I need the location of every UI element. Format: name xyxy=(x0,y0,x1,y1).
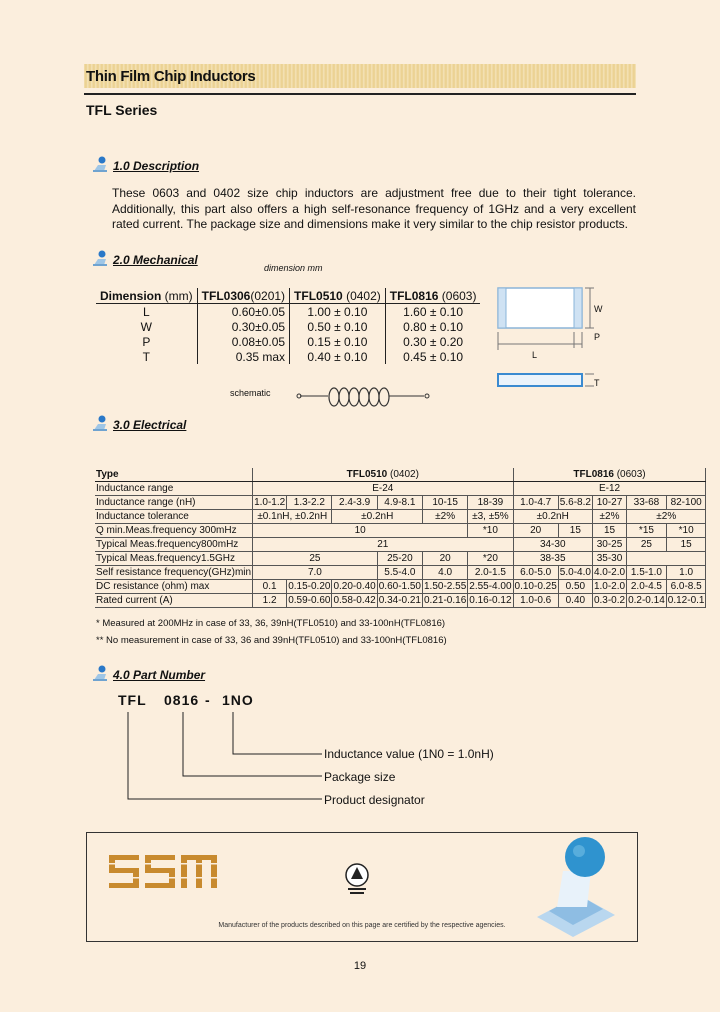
inductance-value-label: Inductance value (1N0 = 1.0nH) xyxy=(324,747,494,761)
chip-dimension-diagram xyxy=(490,282,610,394)
table-row: Typical Meas.frequency1.5GHz 25 25-20 20 *20 38-35 35-30 xyxy=(95,552,706,566)
part-number-leader-lines xyxy=(120,708,325,808)
table-row: DC resistance (ohm) max 0.1 0.15-0.20 0.20-0.40 0.60-1.50 1.50-2.55 2.55-4.00 0.10-0.25 0.50 1.0-2.0 2.0-4.5 6.0-8.5 xyxy=(95,580,706,594)
title-divider xyxy=(84,93,636,95)
table-row: Typical Meas.frequency800mHz 21 34-30 30-25 25 15 xyxy=(95,538,706,552)
part-number-heading: 4.0 Part Number xyxy=(113,668,206,682)
ssm-logo xyxy=(109,855,219,889)
description-text: These 0603 and 0402 size chip inductors are adjustment free due to their tight tolerance. Additionally, this part also offers a high self-resonance frequency of 1GHz and a very excellent rated current. The package size and dimensions make it very similar to the chip resistor products. xyxy=(112,186,636,231)
description-heading: 1.0 Description xyxy=(113,159,200,173)
table-row: Inductance range (nH) 1.0-1.2 1.3-2.2 2.4-3.9 4.9-8.1 10-15 18-39 1.0-4.7 5.6-8.2 10-27 33-68 82-100 xyxy=(95,496,706,510)
table-row: Self resistance frequency(GHz)min 7.0 5.5-4.0 4.0 2.0-1.5 6.0-5.0 5.0-4.0 4.0-2.0 1.5-1.0 1.0 xyxy=(95,566,706,580)
schematic-label: schematic xyxy=(230,388,271,398)
dimension-unit-note: dimension mm xyxy=(264,263,323,273)
certification-seal-icon xyxy=(345,861,369,895)
table-row: Inductance tolerance ±0.1nH, ±0.2nH ±0.2nH ±2% ±3, ±5% ±0.2nH ±2% ±2% xyxy=(95,510,706,524)
part-size: 0816 xyxy=(164,692,200,708)
package-size-label: Package size xyxy=(324,770,396,784)
dim-header-dimension: Dimension (mm) xyxy=(96,288,197,304)
section-bullet-icon xyxy=(92,156,108,172)
label-l: L xyxy=(532,350,538,360)
table-row: P 0.08±0.05 0.15 ± 0.10 0.30 ± 0.20 xyxy=(96,334,480,349)
series-title: TFL Series xyxy=(86,102,158,118)
footnote-2: ** No measurement in case of 33, 36 and 39nH(TFL0510) and 33-100nH(TFL0816) xyxy=(96,635,447,646)
table-row: Rated current (A) 1.2 0.59-0.60 0.58-0.42 0.34-0.21 0.21-0.16 0.16-0.12 1.0-0.6 0.40 0.3-0.2 0.2-0.14 0.12-0.1 xyxy=(96,595,705,606)
dimension-table: Dimension (mm) TFL0306(0201) TFL0510 (0402) TFL0816 (0603) L 0.60±0.05 1.00 ± 0.10 1.60 ± 0.10 W 0.30±0.05 0.50 ± 0.10 0.80 ± 0.10 P 0.08±0.05 0.15 ± 0.10 0.30 ± 0.20 T 0.35 max 0.40 ± 0.10 0.45 ± 0.10 xyxy=(96,288,480,364)
inductor-coil-icon xyxy=(296,384,432,410)
part-value: 1NO xyxy=(222,692,254,708)
manufacturer-note: Manufacturer of the products described on this page are certified by the respective agencies. xyxy=(218,922,506,929)
label-t: T xyxy=(594,378,600,388)
label-w: W xyxy=(594,304,603,314)
electrical-heading: 3.0 Electrical xyxy=(113,418,187,432)
mechanical-heading: 2.0 Mechanical xyxy=(113,253,198,267)
page-title: Thin Film Chip Inductors xyxy=(86,68,256,85)
section-bullet-icon xyxy=(92,415,108,431)
label-p: P xyxy=(594,332,601,342)
product-designator-label: Product designator xyxy=(324,793,425,807)
table-row: W 0.30±0.05 0.50 ± 0.10 0.80 ± 0.10 xyxy=(96,319,480,334)
table-row: Q min.Meas.frequency 300mHz 10 *10 20 15 15 *15 *10 xyxy=(95,524,706,538)
electrical-table: Type TFL0510 (0402) TFL0816 (0603) Inductance range E-24 E-12 Inductance range (nH) 1.0-1.2 1.3-2.2 2.4-3.9 4.9-8.1 10-15 18-39 1.0-4.7 5.6-8.2 10-27 33-68 82-100 Inductance tolerance ±0.1nH, ±0.2nH ±0.2nH ±2% ±3, ±5% ±0.2nH ±2% ±2% Q min.Meas.frequency 300mHz 10 *10 20 15 15 *15 *10 Typical Meas.frequency800mHz 21 34-30 30-25 25 15 Typical Meas.frequency1.5GHz 25 25-20 20 *20 38-35 35-30 Self resistance frequency(GHz)min 7.0 5.5-4.0 4.0 2.0-1.5 6.0-5.0 5.0-4.0 4.0-2.0 1.5-1.0 1.0 DC resistance (ohm) max 0.1 0.15-0.20 0.20-0.40 0.60-1.50 1.50-2.55 2.55-4.00 0.10-0.25 0.50 1.0-2.0 2.0-4.5 6.0-8.5 Rated current (A) 1.2 0.59-0.60 0.58-0.42 0.34-0.21 0.21-0.16 0.16-0.12 1.0-0.6 0.40 0.3-0.2 0.2-0.14 0.12-0.1 xyxy=(96,469,705,606)
page-number: 19 xyxy=(353,960,367,972)
section-bullet-icon xyxy=(92,665,108,681)
table-row: Inductance range E-24 E-12 xyxy=(95,482,706,496)
part-dash: - xyxy=(205,692,211,708)
footer-box xyxy=(86,832,638,942)
table-row: T 0.35 max 0.40 ± 0.10 0.45 ± 0.10 xyxy=(96,349,480,364)
footnote-1: * Measured at 200MHz in case of 33, 36, 39nH(TFL0510) and 33-100nH(TFL0816) xyxy=(96,618,446,629)
table-row: L 0.60±0.05 1.00 ± 0.10 1.60 ± 0.10 xyxy=(96,304,480,320)
section-bullet-icon xyxy=(92,250,108,266)
part-prefix: TFL xyxy=(118,692,147,708)
